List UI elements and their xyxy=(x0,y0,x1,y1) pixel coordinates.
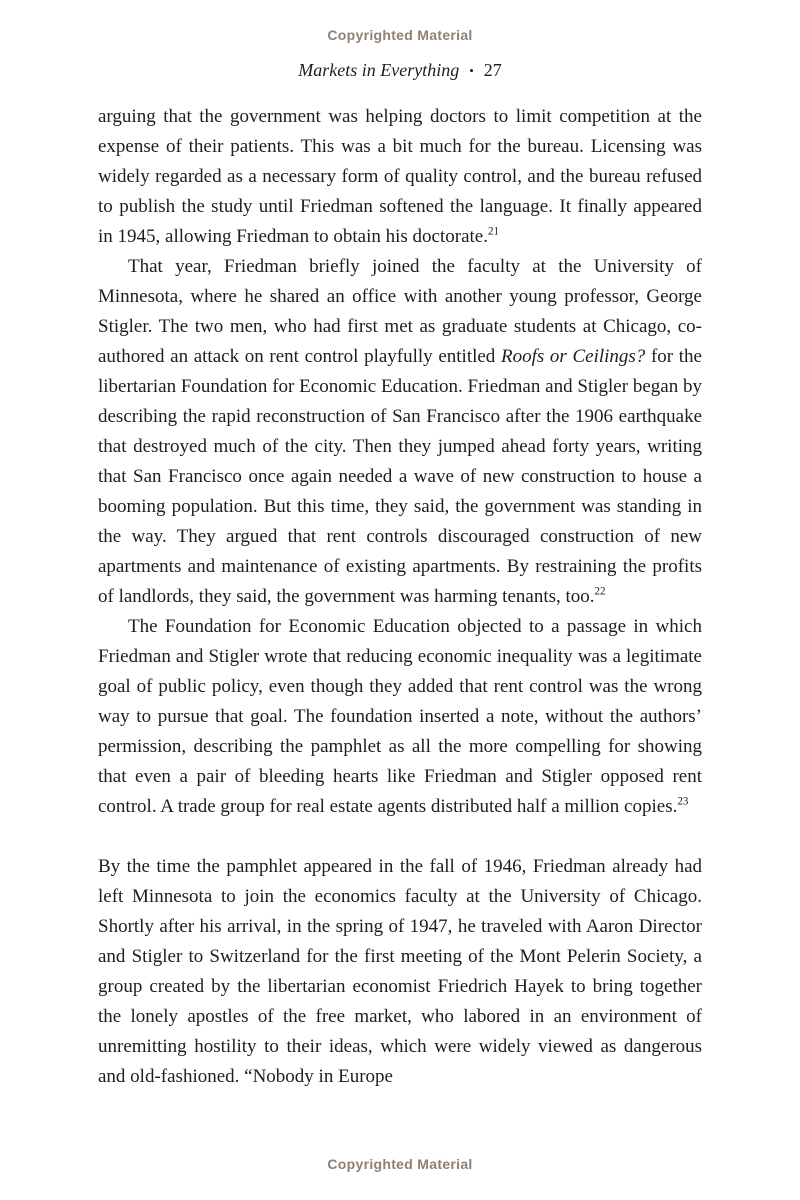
footnote-reference: 23 xyxy=(677,795,689,808)
text-segment: That year, Friedman briefly joined the faculty at the University of Minnesota, where he shared an office with another young professor, George Stigler. The two men, who had first met as graduate students at Chicago, co-authored an attack on rent control playfully entitled xyxy=(98,256,702,367)
paragraph xyxy=(98,612,702,822)
text-segment: arguing that the government was helping doctors to limit competition at the expense of their patients. This was a bit much for the bureau. Licensing was widely regarded as a necessary form of quality control, and the bureau refused to publish the study until Friedman softened the language. It finally appeared in 1945, allowing Friedman to obtain his doctorate. xyxy=(98,106,702,247)
footnote-reference: 21 xyxy=(487,225,499,238)
body-text xyxy=(98,102,702,1092)
copyright-notice-bottom: Copyrighted Material xyxy=(327,1156,473,1172)
text-segment: By the time the pamphlet appeared in the fall of 1946, Friedman already had left Minnesota to join the economics faculty at the University of Chicago. Shortly after his arrival, in the spring of 1947, he traveled with Aaron Director and Stigler to Switzerland for the first meeting of the Mont Pelerin Society, a group created by the libertarian economist Friedrich Hayek to bring together the lonely apostles of the free market, who labored in an environment of unremitting hostility to their ideas, which were widely viewed as dangerous and old-fashioned. “Nobody in Europe xyxy=(98,856,702,1087)
chapter-title: Markets in Everything xyxy=(298,60,460,80)
text-segment: Roofs or Ceilings? xyxy=(500,346,646,367)
text-segment: for the libertarian Foundation for Economic Education. Friedman and Stigler began by describing the rapid reconstruction of San Francisco after the 1906 earthquake that destroyed much of the city. Then they jumped ahead forty years, writing that San Francisco once again needed a wave of new construction to house a booming population. But this time, they said, the government was standing in the way. They argued that rent controls discouraged construction of new apartments and maintenance of existing apartments. By restraining the profits of landlords, they said, the government was harming tenants, too. xyxy=(98,346,702,607)
page-number: 27 xyxy=(483,60,502,80)
paragraph xyxy=(98,252,702,612)
text-segment: The Foundation for Economic Education objected to a passage in which Friedman and Stigler wrote that reducing economic inequality was a legitimate goal of public policy, even though they added that rent control was the wrong way to pursue that goal. The foundation inserted a note, without the authors’ permission, describing the pamphlet as all the more compelling for showing that even a pair of bleeding hearts like Friedman and Stigler opposed rent control. A trade group for real estate agents distributed half a million copies. xyxy=(98,616,702,817)
header-bullet-separator: • xyxy=(469,63,474,78)
paragraph xyxy=(98,102,702,252)
footnote-reference: 22 xyxy=(594,585,606,598)
running-header xyxy=(0,60,800,81)
paragraph xyxy=(98,852,702,1092)
copyright-notice-top: Copyrighted Material xyxy=(327,27,473,43)
